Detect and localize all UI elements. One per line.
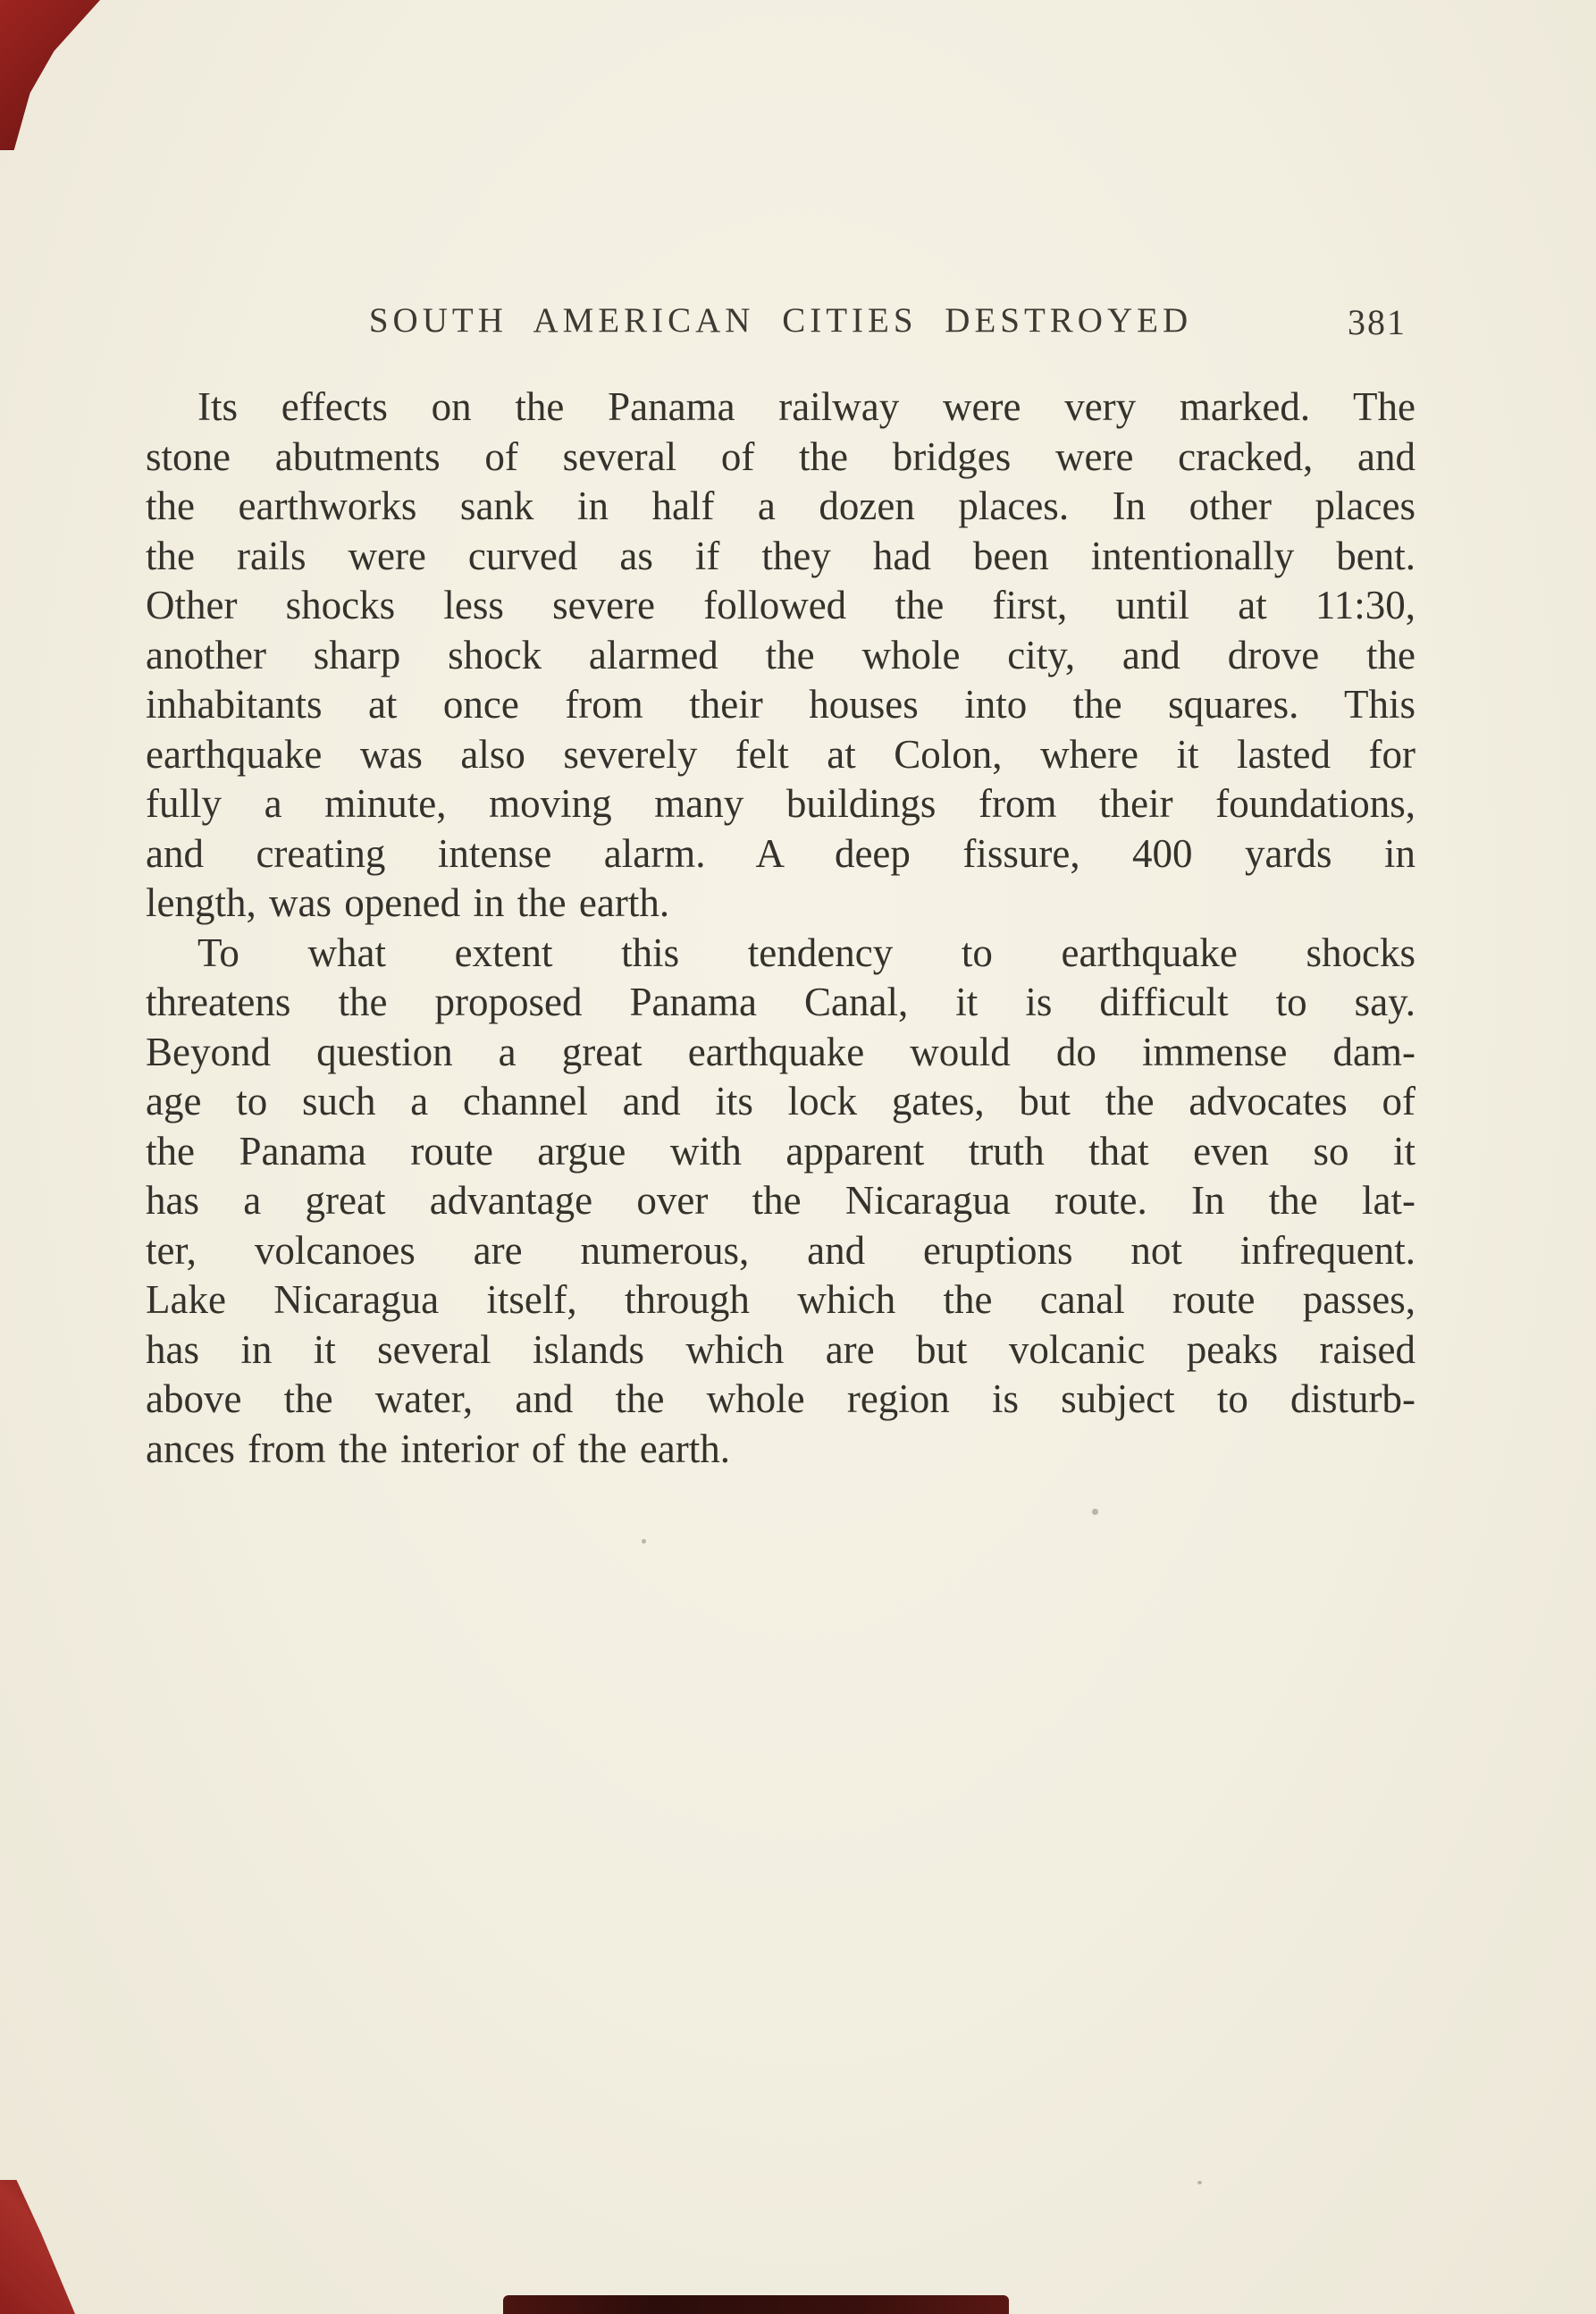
text-line: Lake Nicaragua itself, through which the canal route passes,	[146, 1277, 1415, 1322]
text-line: has in it several islands which are but volcanic peaks raised	[146, 1326, 1415, 1372]
text-line: fully a minute, moving many buildings from their foundations,	[146, 781, 1415, 826]
text-line: ter, volcanoes are numerous, and eruptions not infrequent.	[146, 1227, 1415, 1273]
text-line: stone abutments of several of the bridges were cracked, and	[146, 433, 1415, 479]
scan-speck	[1197, 2181, 1202, 2184]
text-line: Other shocks less severe followed the first, until at 11:30,	[146, 583, 1415, 627]
text-line: the Panama route argue with apparent truth that even so it	[146, 1128, 1415, 1174]
scan-artifact-top-left	[0, 0, 100, 150]
text-line: length, was opened in the earth.	[146, 880, 670, 925]
text-line: earthquake was also severely felt at Colon, where it lasted for	[146, 731, 1415, 777]
running-header-title: SOUTH AMERICAN CITIES DESTROYED	[368, 301, 1193, 340]
text-line: Beyond question a great earthquake would do immense dam-	[146, 1029, 1415, 1074]
text-line: Its effects on the Panama railway were very marked. The	[197, 384, 1415, 429]
scan-speck	[642, 1539, 646, 1544]
scan-speck	[1092, 1509, 1098, 1515]
page-number: 381	[1348, 302, 1407, 342]
page-header	[146, 295, 1415, 347]
text-line: ances from the interior of the earth.	[146, 1426, 730, 1471]
text-line: above the water, and the whole region is subject to disturb-	[146, 1376, 1415, 1421]
text-line: inhabitants at once from their houses into the squares. This	[146, 682, 1415, 727]
text-line: age to such a channel and its lock gates, but the advocates of	[146, 1079, 1415, 1123]
text-line: the rails were curved as if they had been intentionally bent.	[146, 533, 1415, 578]
text-line: another sharp shock alarmed the whole city, and drove the	[146, 632, 1415, 677]
text-line: and creating intense alarm. A deep fissure, 400 yards in	[146, 830, 1415, 876]
scan-artifact-bottom-left	[0, 2180, 75, 2314]
text-line: threatens the proposed Panama Canal, it is difficult to say.	[146, 980, 1415, 1024]
paragraph	[146, 929, 1415, 1475]
text-line: the earthworks sank in half a dozen places. In other places	[146, 484, 1415, 528]
scan-artifact-bottom-bar	[503, 2295, 1009, 2314]
paragraph	[146, 383, 1415, 929]
text-line: To what extent this tendency to earthquake shocks	[197, 930, 1415, 975]
body-text	[146, 383, 1415, 1474]
text-line: has a great advantage over the Nicaragua route. In the lat-	[146, 1178, 1415, 1223]
